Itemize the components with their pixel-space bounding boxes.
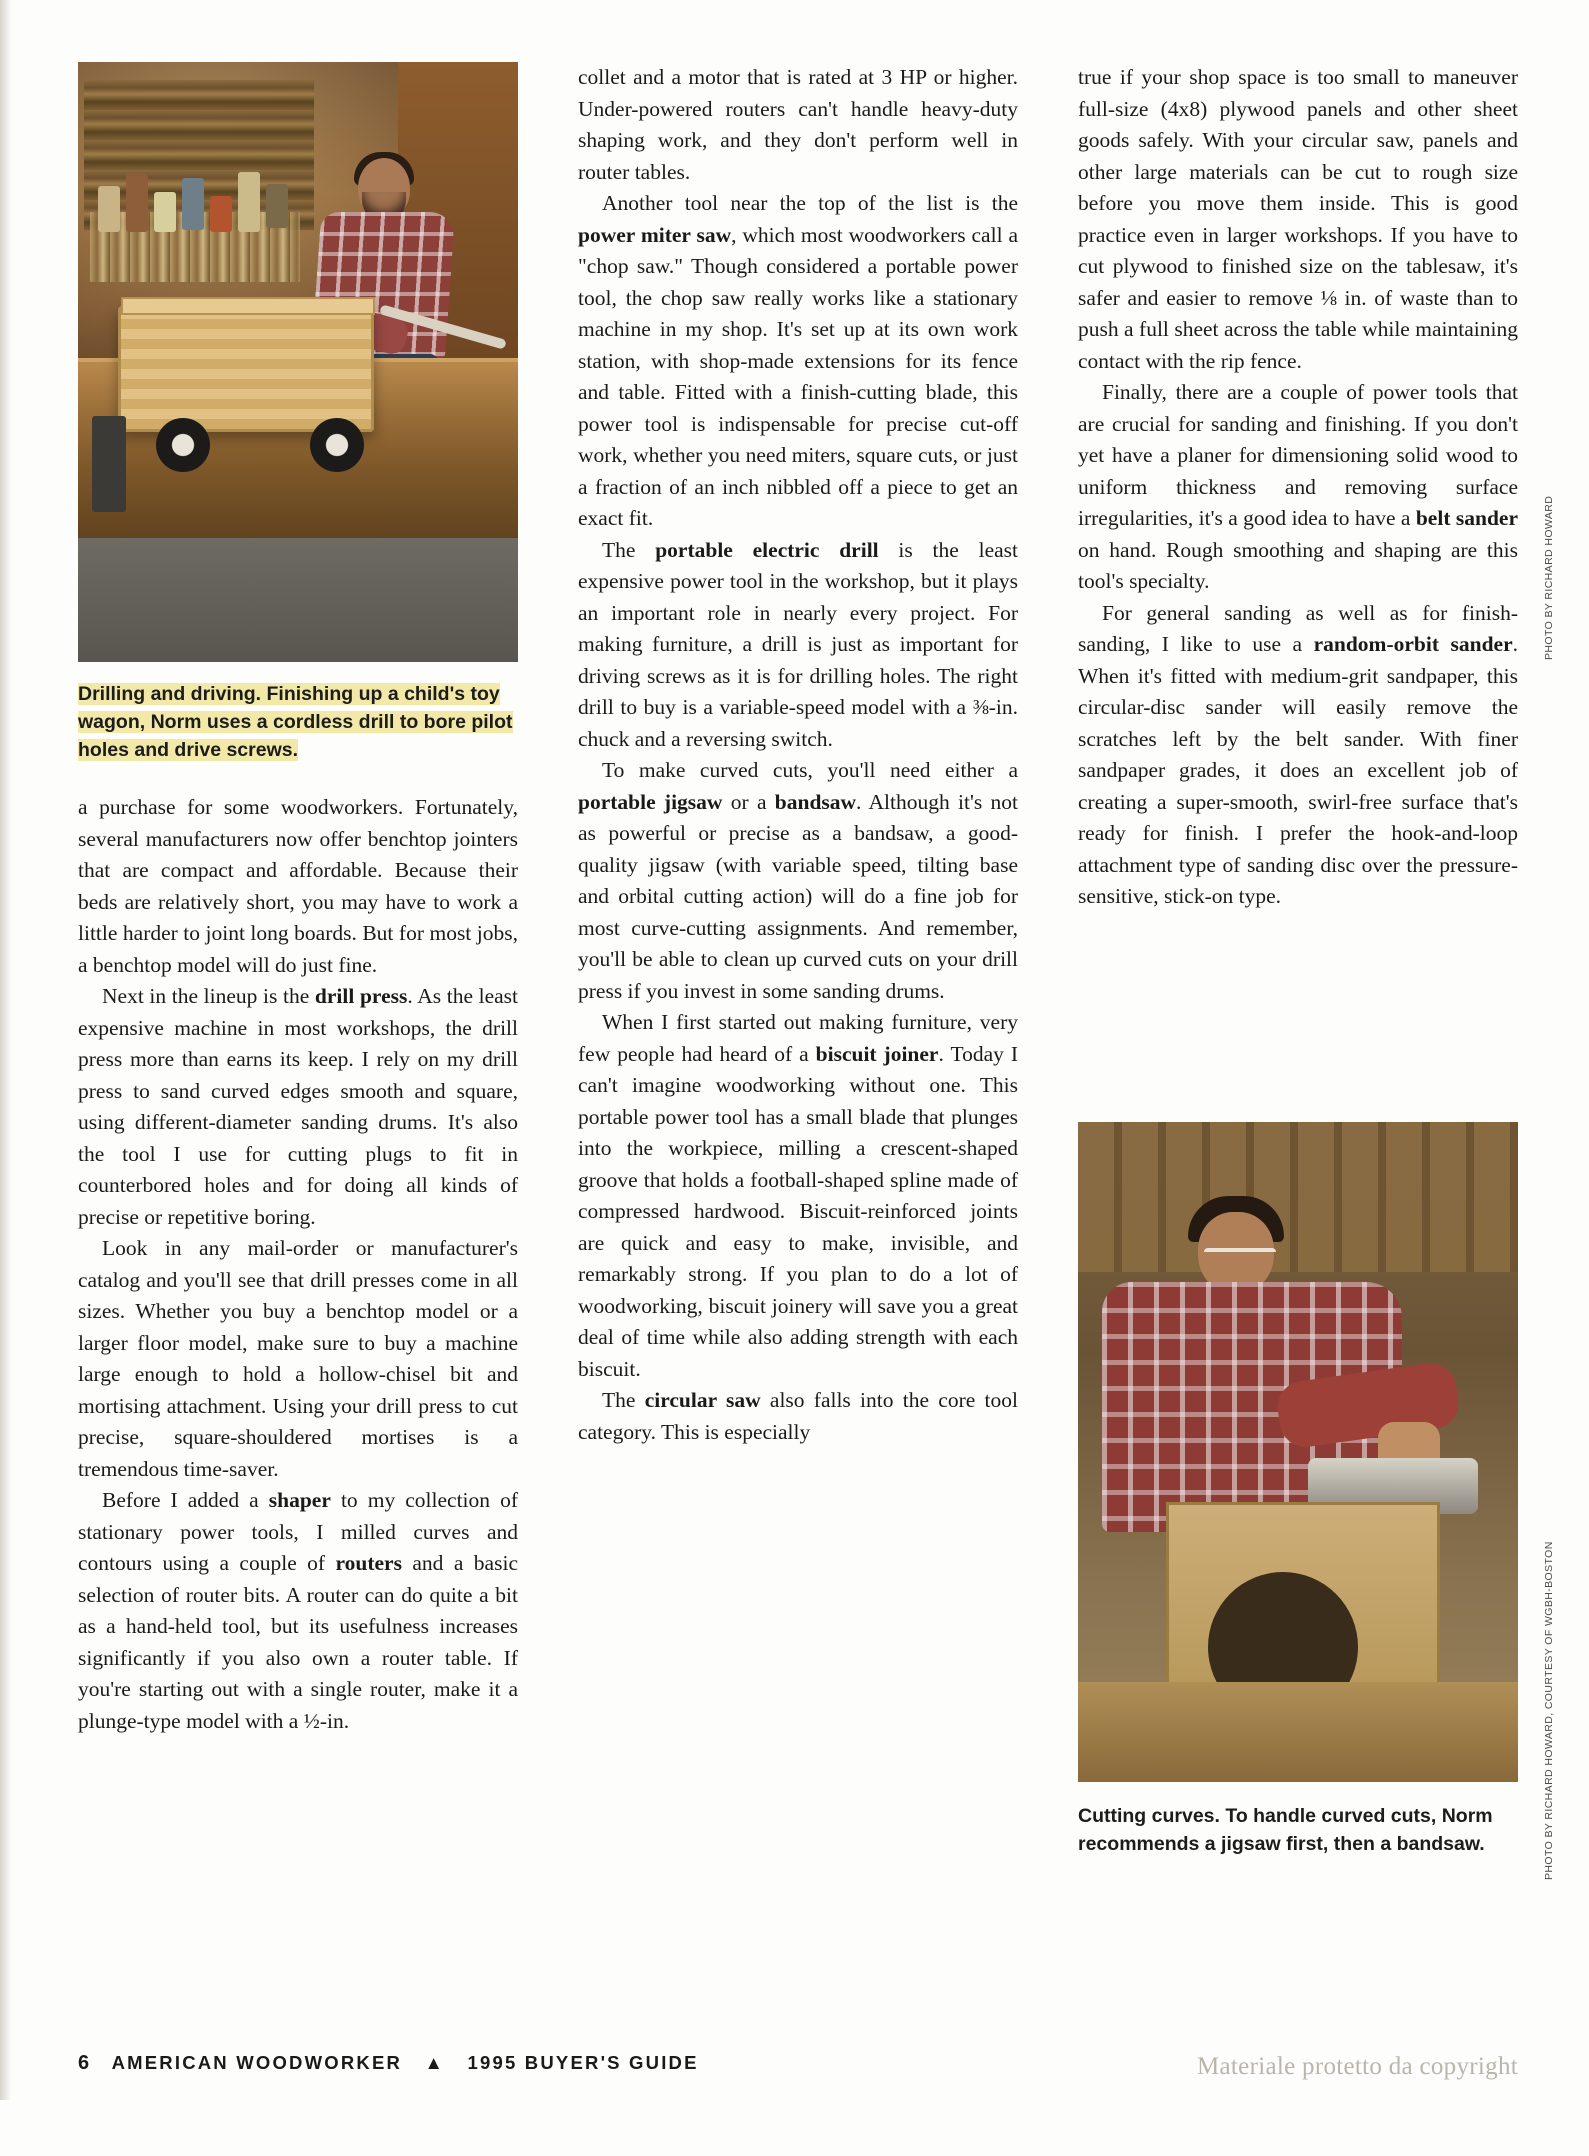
page-edge-bleed [0,0,12,2100]
footer-separator-icon: ▲ [424,2052,446,2073]
photo-credit-top: PHOTO BY RICHARD HOWARD [1543,495,1555,660]
bold-term-drill-press: drill press [314,984,408,1008]
text-run: For general sanding as well as for finish-sanding, I like to use a [1078,600,1518,656]
photo-credit-bottom: PHOTO BY RICHARD HOWARD, COURTESY OF WGBH-BOSTON [1543,1541,1555,1880]
paragraph-electric-drill [578,535,1018,756]
bold-term-portable-electric-drill: portable electric drill [655,537,879,562]
bold-term-bandsaw: bandsaw [774,789,857,814]
text-run: Another tool near the top of the list is the [602,191,1018,215]
photo-caption-cutting-curves [1078,1802,1518,1858]
photo-caption-drilling [78,680,518,764]
caption-body-text: Finishing up a child's toy wagon, Norm uses a cordless drill to bore pilot holes and drive screws. [78,683,513,761]
text-run: and a basic selection of router bits. A router can do quite a bit as a hand-held tool, but its usefulness increases significantly if you also own a router table. If you're starting out with a single router, make it a plunge-type model with a ½-in. [78,1551,518,1733]
column-two [578,62,1018,1448]
paragraph-shop-space: true if your shop space is too small to maneuver full-size (4x8) plywood panels and other sheet goods safely. With your circular saw, panels and other large materials can be cut to rough size before you move them inside. This is good practice even in larger workshops. If you have to cut plywood to finished size on the tablesaw, it's safer and easier to remove ⅛ in. of waste than to push a full sheet across the table while maintaining contact with the rip fence. [1078,65,1518,373]
bold-term-belt-sander: belt sander [1415,506,1518,530]
text-run: to my collection of stationary power tools, I milled curves and contours using a couple of [78,1488,518,1575]
bold-term-shaper: shaper [268,1488,331,1512]
paragraph-random-orbit-sander [1078,598,1518,913]
footer-publication: AMERICAN WOODWORKER [111,2052,403,2073]
paragraph-biscuit-joiner [578,1007,1018,1385]
text-run: Next in the lineup is the [102,984,315,1008]
copyright-watermark: Materiale protetto da copyright [1197,2053,1518,2080]
paragraph-miter-saw [578,188,1018,535]
text-run: . Today I can't imagine woodworking without one. This portable power tool has a small blade that plunges into the workpiece, milling a crescent-shaped groove that holds a football-shaped spline made of compressed hardwood. Biscuit-reinforced joints are quick and easy to make, invisible, and remarkably strong. If you plan to do a lot of woodworking, biscuit joinery will save you a great deal of time while also adding strength with each biscuit. [578,1041,1019,1381]
photo-cutting-curves [1078,1122,1518,1782]
paragraph-drill-press-sizes: Look in any mail-order or manufacturer's catalog and you'll see that drill presses come in all sizes. Whether you buy a benchtop model or a larger floor model, make sure to buy a machine large enough to hold a hollow-chisel bit and mortising attachment. Using your drill press to cut precise, square-shouldered mortises is a tremendous time-saver. [78,1236,518,1481]
paragraph-jointers: a purchase for some woodworkers. Fortunately, several manufacturers now offer benchtop jointers that are compact and affordable. Because their beds are relatively short, you may have to work a little harder to joint long boards. But for most jobs, a benchtop model will do just fine. [78,795,518,977]
page-content [78,62,1518,2022]
caption-body-text: To handle curved cuts, Norm recommends a jigsaw first, then a bandsaw. [1078,1805,1493,1855]
paragraph-drill-press [78,981,518,1233]
text-run: , which most woodworkers call a "chop saw." Though considered a portable power tool, the chop saw really works like a stationary machine in my shop. It's set up at its own work station, with shop-made extensions for its fence and table. Fitted with a finish-cutting blade, this power tool is indispensable for precise cut-off work, whether you need miters, square cuts, or just a fraction of an inch nibbled off a piece to get an exact fit. [578,222,1018,530]
paragraph-router-collet: collet and a motor that is rated at 3 HP or higher. Under-powered routers can't handle heavy-duty shaping work, and they don't perform well in router tables. [578,65,1018,184]
column-three [1078,62,1518,1855]
text-run: The [602,1388,645,1412]
text-run: also falls into the core tool category. This is especially [578,1388,1018,1444]
caption-lead-text: Cutting curves. [1078,1805,1220,1827]
caption-lead-text: Drilling and driving. [78,683,262,705]
text-run: The [602,537,656,562]
text-run: is the least expensive power tool in the workshop, but it plays an important role in nearly every project. For making furniture, a drill is just as important for driving screws as it is for drilling holes. The right drill to buy is a variable-speed model with a ⅜-in. chuck and a reversing switch. [578,537,1018,751]
paragraph-belt-sander [1078,377,1518,598]
paragraph-jigsaw-bandsaw [578,755,1018,1007]
footer-page-number: 6 [78,2052,90,2074]
footer-issue: 1995 BUYER'S GUIDE [467,2052,699,2073]
bold-term-circular-saw: circular saw [644,1388,761,1412]
text-run: To make curved cuts, you'll need either a [602,758,1018,782]
text-run: . As the least expensive machine in most workshops, the drill press more than earns its keep. I rely on my drill press to sand curved edges smooth and square, using different-diameter sanding drums. It's also the tool I use for cutting plugs to fit in counterbored holes and for doing all kinds of precise or repetitive boring. [78,984,519,1229]
column-one-body [78,792,518,1737]
photo-drilling-and-driving [78,62,518,662]
bold-term-biscuit-joiner: biscuit joiner [815,1041,939,1066]
bold-term-routers: routers [335,1551,402,1575]
bold-term-random-orbit-sander: random-orbit sander [1313,632,1513,656]
text-run: Finally, there are a couple of power tools that are crucial for sanding and finishing. If you don't yet have a planer for dimensioning solid wood to uniform thickness and removing surface irregularities, it's a good idea to have a [1078,380,1518,530]
paragraph-circular-saw [578,1385,1018,1448]
paragraph-shaper-routers [78,1485,518,1737]
bold-term-portable-jigsaw: portable jigsaw [578,789,723,814]
text-run: When I first started out making furniture, very few people had heard of a [578,1010,1018,1066]
text-run: or a [722,789,775,814]
page-footer [78,2052,1518,2080]
text-run: . Although it's not as powerful or precise as a bandsaw, a good-quality jigsaw (with variable speed, tilting base and orbital cutting action) will do a fine job for most curve-cutting assignments. And remember, you'll be able to clean up curved cuts on your drill press if you invest in some sanding drums. [578,789,1018,1003]
bold-term-power-miter-saw: power miter saw [578,222,732,247]
text-run: . When it's fitted with medium-grit sandpaper, this circular-disc sander will easily remove the scratches left by the belt sander. With finer sandpaper grades, it does an excellent job of creating a super-smooth, swirl-free surface that's ready for finish. I prefer the hook-and-loop attachment type of sanding disc over the pressure-sensitive, stick-on type. [1078,632,1518,908]
text-run: Before I added a [102,1488,269,1512]
text-run: on hand. Rough smoothing and shaping are this tool's specialty. [1078,537,1518,593]
